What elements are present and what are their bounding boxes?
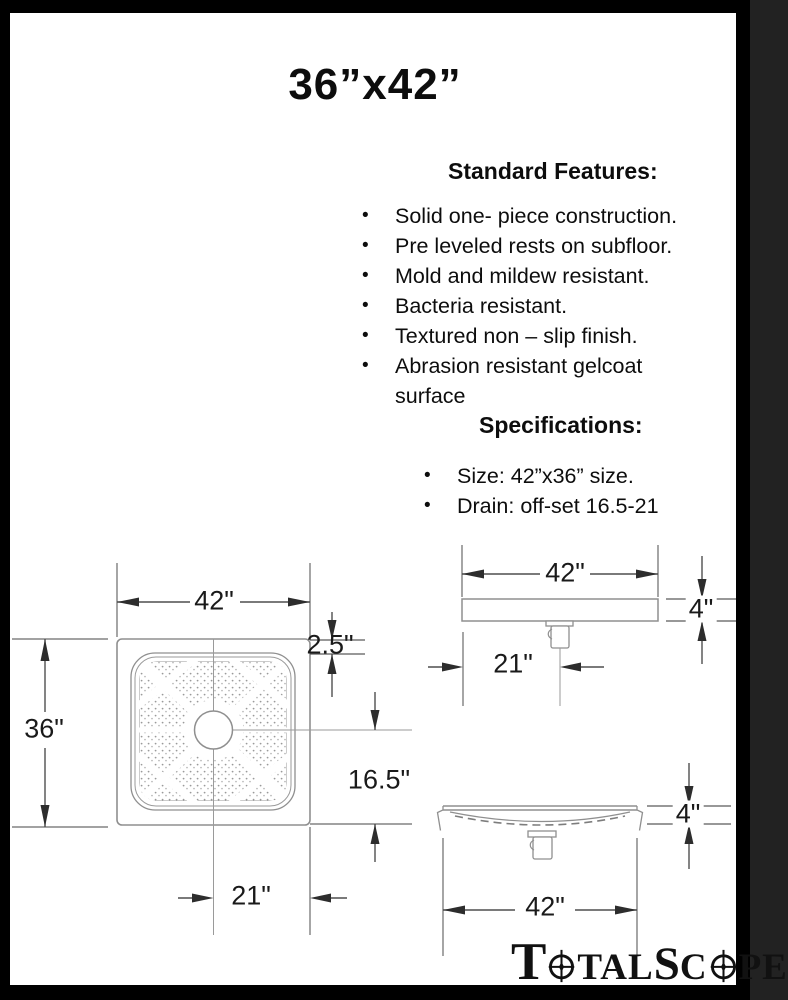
page-border-top [0,0,750,13]
feature-list-item [362,351,710,411]
spec-text: Size: 42”x36” size. [457,464,634,488]
feature-list-item [362,261,710,291]
bullet-icon: • [424,495,431,516]
dim-side-view-drain-offset: 21" [493,648,533,679]
feature-text: Bacteria resistant. [395,294,568,318]
technical-drawing [0,540,750,960]
spec-text: Drain: off-set 16.5-21 [457,494,659,518]
spec-list-item [424,461,714,491]
dim-end-view-width: 42" [522,894,568,921]
logo-letter-c: C [679,947,708,988]
feature-list-item [362,291,710,321]
bullet-icon: • [424,465,431,486]
bullet-icon: • [362,295,369,316]
bullet-icon: • [362,355,369,376]
features-heading: Standard Features: [448,158,658,184]
feature-text: Abrasion resistant gelcoat surface [395,354,643,408]
page-title: 36”x42” [288,60,462,109]
dim-top-view-depth: 36" [21,716,67,743]
feature-list-item [362,231,710,261]
bullet-icon: • [362,325,369,346]
totalscope-logo [511,933,788,991]
logo-letters-tal: TAL [577,947,654,988]
dim-top-view-drain-offset-bottom: 21" [231,880,271,911]
feature-text: Mold and mildew resistant. [395,264,650,288]
spec-list-item [424,491,714,521]
dim-end-view-height: 4" [673,801,704,828]
specifications-heading: Specifications: [479,412,643,438]
dim-top-view-drain-offset-side: 16.5" [347,764,411,795]
dim-top-view-width: 42" [191,588,237,615]
feature-text: Pre leveled rests on subfloor. [395,234,673,258]
specifications-list [424,461,714,521]
bullet-icon: • [362,265,369,286]
scope-target-o-icon [709,949,738,983]
feature-list-item [362,321,710,351]
logo-letter-s: S [653,938,680,990]
dim-side-view-height: 4" [686,596,717,623]
feature-text: Solid one- piece construction. [395,204,678,228]
logo-letters-pe: PE [738,947,788,988]
bullet-icon: • [362,235,369,256]
end-view-drawing [438,763,732,956]
feature-text: Textured non – slip finish. [395,324,638,348]
feature-list-item [362,201,710,231]
dim-top-view-edge-inset: 2.5" [306,629,354,660]
top-view-drawing [12,563,412,935]
features-list [362,201,710,411]
scope-target-o-icon [547,949,576,983]
dim-side-view-width: 42" [542,560,588,587]
logo-letter-t: T [511,933,547,991]
bullet-icon: • [362,205,369,226]
